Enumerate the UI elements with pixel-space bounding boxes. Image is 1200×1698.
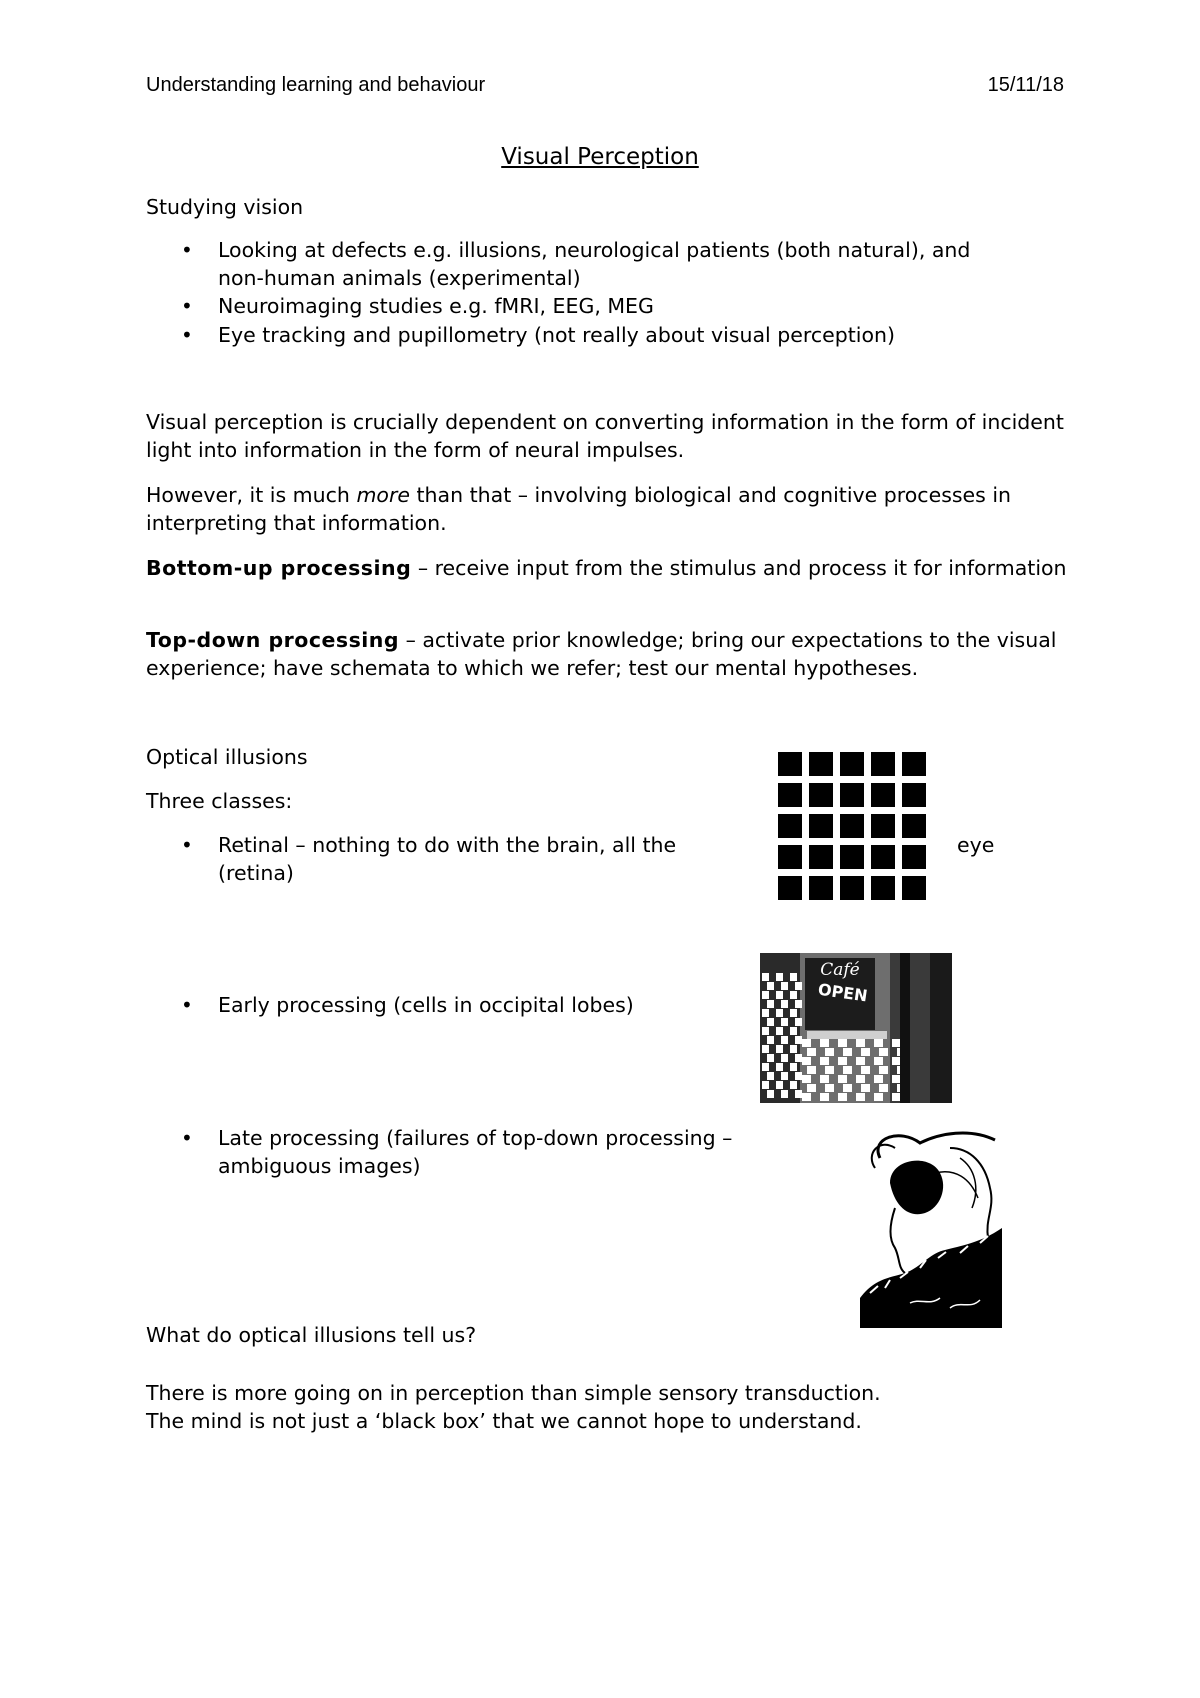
- cafe-tile: [781, 1090, 788, 1098]
- bullet-icon: •: [181, 993, 193, 1017]
- cafe-tile: [838, 1057, 847, 1065]
- cafe-tile: [874, 1093, 883, 1101]
- cafe-tile: [874, 1075, 883, 1083]
- bullet-icon: •: [181, 1126, 193, 1150]
- cafe-tile: [892, 1039, 901, 1047]
- open-sign-text: OPEN: [816, 979, 869, 1006]
- list-item-late-processing: Late processing (failures of top-down processing –: [218, 1126, 733, 1150]
- emphasis-more: more: [356, 483, 410, 507]
- cafe-tile: [767, 1000, 774, 1008]
- list-item: Neuroimaging studies e.g. fMRI, EEG, MEG: [218, 294, 654, 318]
- cafe-tile: [776, 1027, 783, 1035]
- cafe-tile: [776, 1045, 783, 1053]
- cafe-tile: [843, 1048, 852, 1056]
- cafe-tile: [879, 1048, 888, 1056]
- cafe-tile: [767, 1090, 774, 1098]
- grid-square: [871, 876, 895, 900]
- cafe-tile: [856, 1039, 865, 1047]
- cafe-tile: [781, 1072, 788, 1080]
- cafe-tile: [781, 1018, 788, 1026]
- bullet-icon: •: [181, 238, 193, 262]
- list-item-continuation: ambiguous images): [218, 1154, 421, 1178]
- grid-square: [871, 845, 895, 869]
- cafe-tile: [807, 1048, 816, 1056]
- cafe-tile: [892, 1057, 901, 1065]
- cafe-tile: [795, 1090, 802, 1098]
- grid-square: [778, 876, 802, 900]
- paragraph-however: However, it is much more than that – involving biological and cognitive processes in interpreting that information.: [146, 483, 1012, 535]
- page-title: Visual Perception: [501, 144, 699, 170]
- grid-square: [871, 814, 895, 838]
- cafe-tile: [861, 1066, 870, 1074]
- grid-square: [871, 783, 895, 807]
- list-item-continuation: non-human animals (experimental): [218, 266, 581, 290]
- hermann-grid-illusion-image: [778, 752, 930, 900]
- cafe-tile: [802, 1057, 811, 1065]
- cafe-tile: [838, 1093, 847, 1101]
- cafe-tile: [767, 1036, 774, 1044]
- cafe-tile: [879, 1066, 888, 1074]
- studying-vision-heading: Studying vision: [146, 195, 304, 219]
- grid-square: [840, 845, 864, 869]
- cafe-tile: [776, 973, 783, 981]
- list-item: Eye tracking and pupillometry (not really about visual perception): [218, 323, 896, 347]
- cafe-tile: [781, 1036, 788, 1044]
- grid-square: [778, 752, 802, 776]
- term-top-down: Top-down processing: [146, 628, 400, 652]
- cafe-tile: [776, 1081, 783, 1089]
- grid-square: [902, 845, 926, 869]
- cafe-tile: [856, 1057, 865, 1065]
- optical-illusions-question: What do optical illusions tell us?: [146, 1323, 477, 1347]
- cafe-tile: [820, 1057, 829, 1065]
- cafe-tile: [856, 1093, 865, 1101]
- list-item-retinal: Retinal – nothing to do with the brain, all the: [218, 833, 677, 857]
- grid-square: [809, 814, 833, 838]
- cafe-tile: [820, 1075, 829, 1083]
- grid-square: [871, 752, 895, 776]
- three-classes-heading: Three classes:: [146, 789, 293, 813]
- cafe-tile: [762, 973, 769, 981]
- cafe-tile: [838, 1039, 847, 1047]
- cafe-tile: [874, 1057, 883, 1065]
- cafe-tile: [892, 1093, 901, 1101]
- bullet-icon: •: [181, 323, 193, 347]
- cafe-tile: [825, 1084, 834, 1092]
- cafe-wall-illusion-image: [760, 953, 952, 1103]
- paragraph-top-down: Top-down processing – activate prior knowledge; bring our expectations to the visual experience; have schemata to which we refer; test our mental hypotheses.: [146, 628, 1057, 680]
- cafe-tile: [762, 1009, 769, 1017]
- grid-square: [840, 783, 864, 807]
- cafe-tile: [781, 1054, 788, 1062]
- cafe-tile: [795, 1054, 802, 1062]
- cafe-tile: [776, 1009, 783, 1017]
- cafe-tile: [767, 1072, 774, 1080]
- cafe-tile: [879, 1084, 888, 1092]
- cafe-tile: [856, 1075, 865, 1083]
- paragraph-visual-perception: Visual perception is crucially dependent on converting information in the form of incident light into information in the form of neural impulses.: [146, 410, 1064, 462]
- cafe-tile: [790, 1009, 797, 1017]
- bullet-icon: •: [181, 833, 193, 857]
- list-item: Looking at defects e.g. illusions, neurological patients (both natural), and: [218, 238, 971, 262]
- cafe-sign-text: Café: [820, 960, 860, 980]
- cafe-tile: [861, 1048, 870, 1056]
- cafe-tile: [802, 1075, 811, 1083]
- grid-square: [902, 752, 926, 776]
- list-item-early-processing: Early processing (cells in occipital lobes): [218, 993, 634, 1017]
- grid-square: [809, 876, 833, 900]
- cafe-tile: [776, 991, 783, 999]
- cafe-tile: [825, 1066, 834, 1074]
- grid-square: [809, 752, 833, 776]
- ambiguous-woman-illusion-image: [860, 1128, 1002, 1328]
- conclusion-line-1: There is more going on in perception than simple sensory transduction.: [146, 1381, 881, 1405]
- grid-square: [840, 876, 864, 900]
- cafe-tile: [790, 1027, 797, 1035]
- cafe-tile: [843, 1066, 852, 1074]
- cafe-tile: [781, 1000, 788, 1008]
- list-item-continuation: (retina): [218, 861, 294, 885]
- cafe-tile: [767, 1054, 774, 1062]
- header-course-title: Understanding learning and behaviour: [146, 74, 486, 96]
- grid-square: [809, 845, 833, 869]
- cafe-tile: [807, 1084, 816, 1092]
- cafe-tile: [781, 982, 788, 990]
- cafe-tile: [843, 1084, 852, 1092]
- cafe-tile: [825, 1048, 834, 1056]
- grid-square: [778, 814, 802, 838]
- cafe-tile: [790, 991, 797, 999]
- grid-square: [809, 783, 833, 807]
- cafe-tile: [861, 1084, 870, 1092]
- cafe-tile: [795, 982, 802, 990]
- conclusion-line-2: The mind is not just a ‘black box’ that we cannot hope to understand.: [146, 1409, 862, 1433]
- cafe-tile: [790, 1063, 797, 1071]
- cafe-tile: [820, 1093, 829, 1101]
- grid-square: [840, 752, 864, 776]
- header-date: 15/11/18: [987, 74, 1064, 96]
- grid-square: [778, 845, 802, 869]
- cafe-tile: [762, 1027, 769, 1035]
- cafe-tile: [790, 973, 797, 981]
- cafe-tile: [790, 1045, 797, 1053]
- optical-illusions-heading: Optical illusions: [146, 745, 308, 769]
- bullet-icon: •: [181, 294, 193, 318]
- cafe-tile: [802, 1039, 811, 1047]
- cafe-tile: [874, 1039, 883, 1047]
- cafe-tile: [767, 1018, 774, 1026]
- cafe-tile: [807, 1066, 816, 1074]
- cafe-tile: [762, 1063, 769, 1071]
- cafe-tile: [838, 1075, 847, 1083]
- cafe-tile: [795, 1036, 802, 1044]
- cafe-tile: [820, 1039, 829, 1047]
- paragraph-bottom-up: Bottom-up processing – receive input from the stimulus and process it for information: [146, 556, 1067, 580]
- cafe-tile: [762, 1045, 769, 1053]
- grid-square: [902, 814, 926, 838]
- cafe-tile: [795, 1018, 802, 1026]
- cafe-tile: [767, 982, 774, 990]
- list-item-retinal-eye: eye: [957, 833, 995, 857]
- cafe-tile: [892, 1075, 901, 1083]
- grid-square: [778, 783, 802, 807]
- cafe-tile: [795, 1000, 802, 1008]
- cafe-tile: [762, 1081, 769, 1089]
- cafe-tile: [762, 991, 769, 999]
- grid-square: [840, 814, 864, 838]
- cafe-tile: [795, 1072, 802, 1080]
- cafe-tile: [802, 1093, 811, 1101]
- grid-square: [902, 783, 926, 807]
- grid-square: [902, 876, 926, 900]
- term-bottom-up: Bottom-up processing: [146, 556, 412, 580]
- cafe-tile: [776, 1063, 783, 1071]
- cafe-tile: [790, 1081, 797, 1089]
